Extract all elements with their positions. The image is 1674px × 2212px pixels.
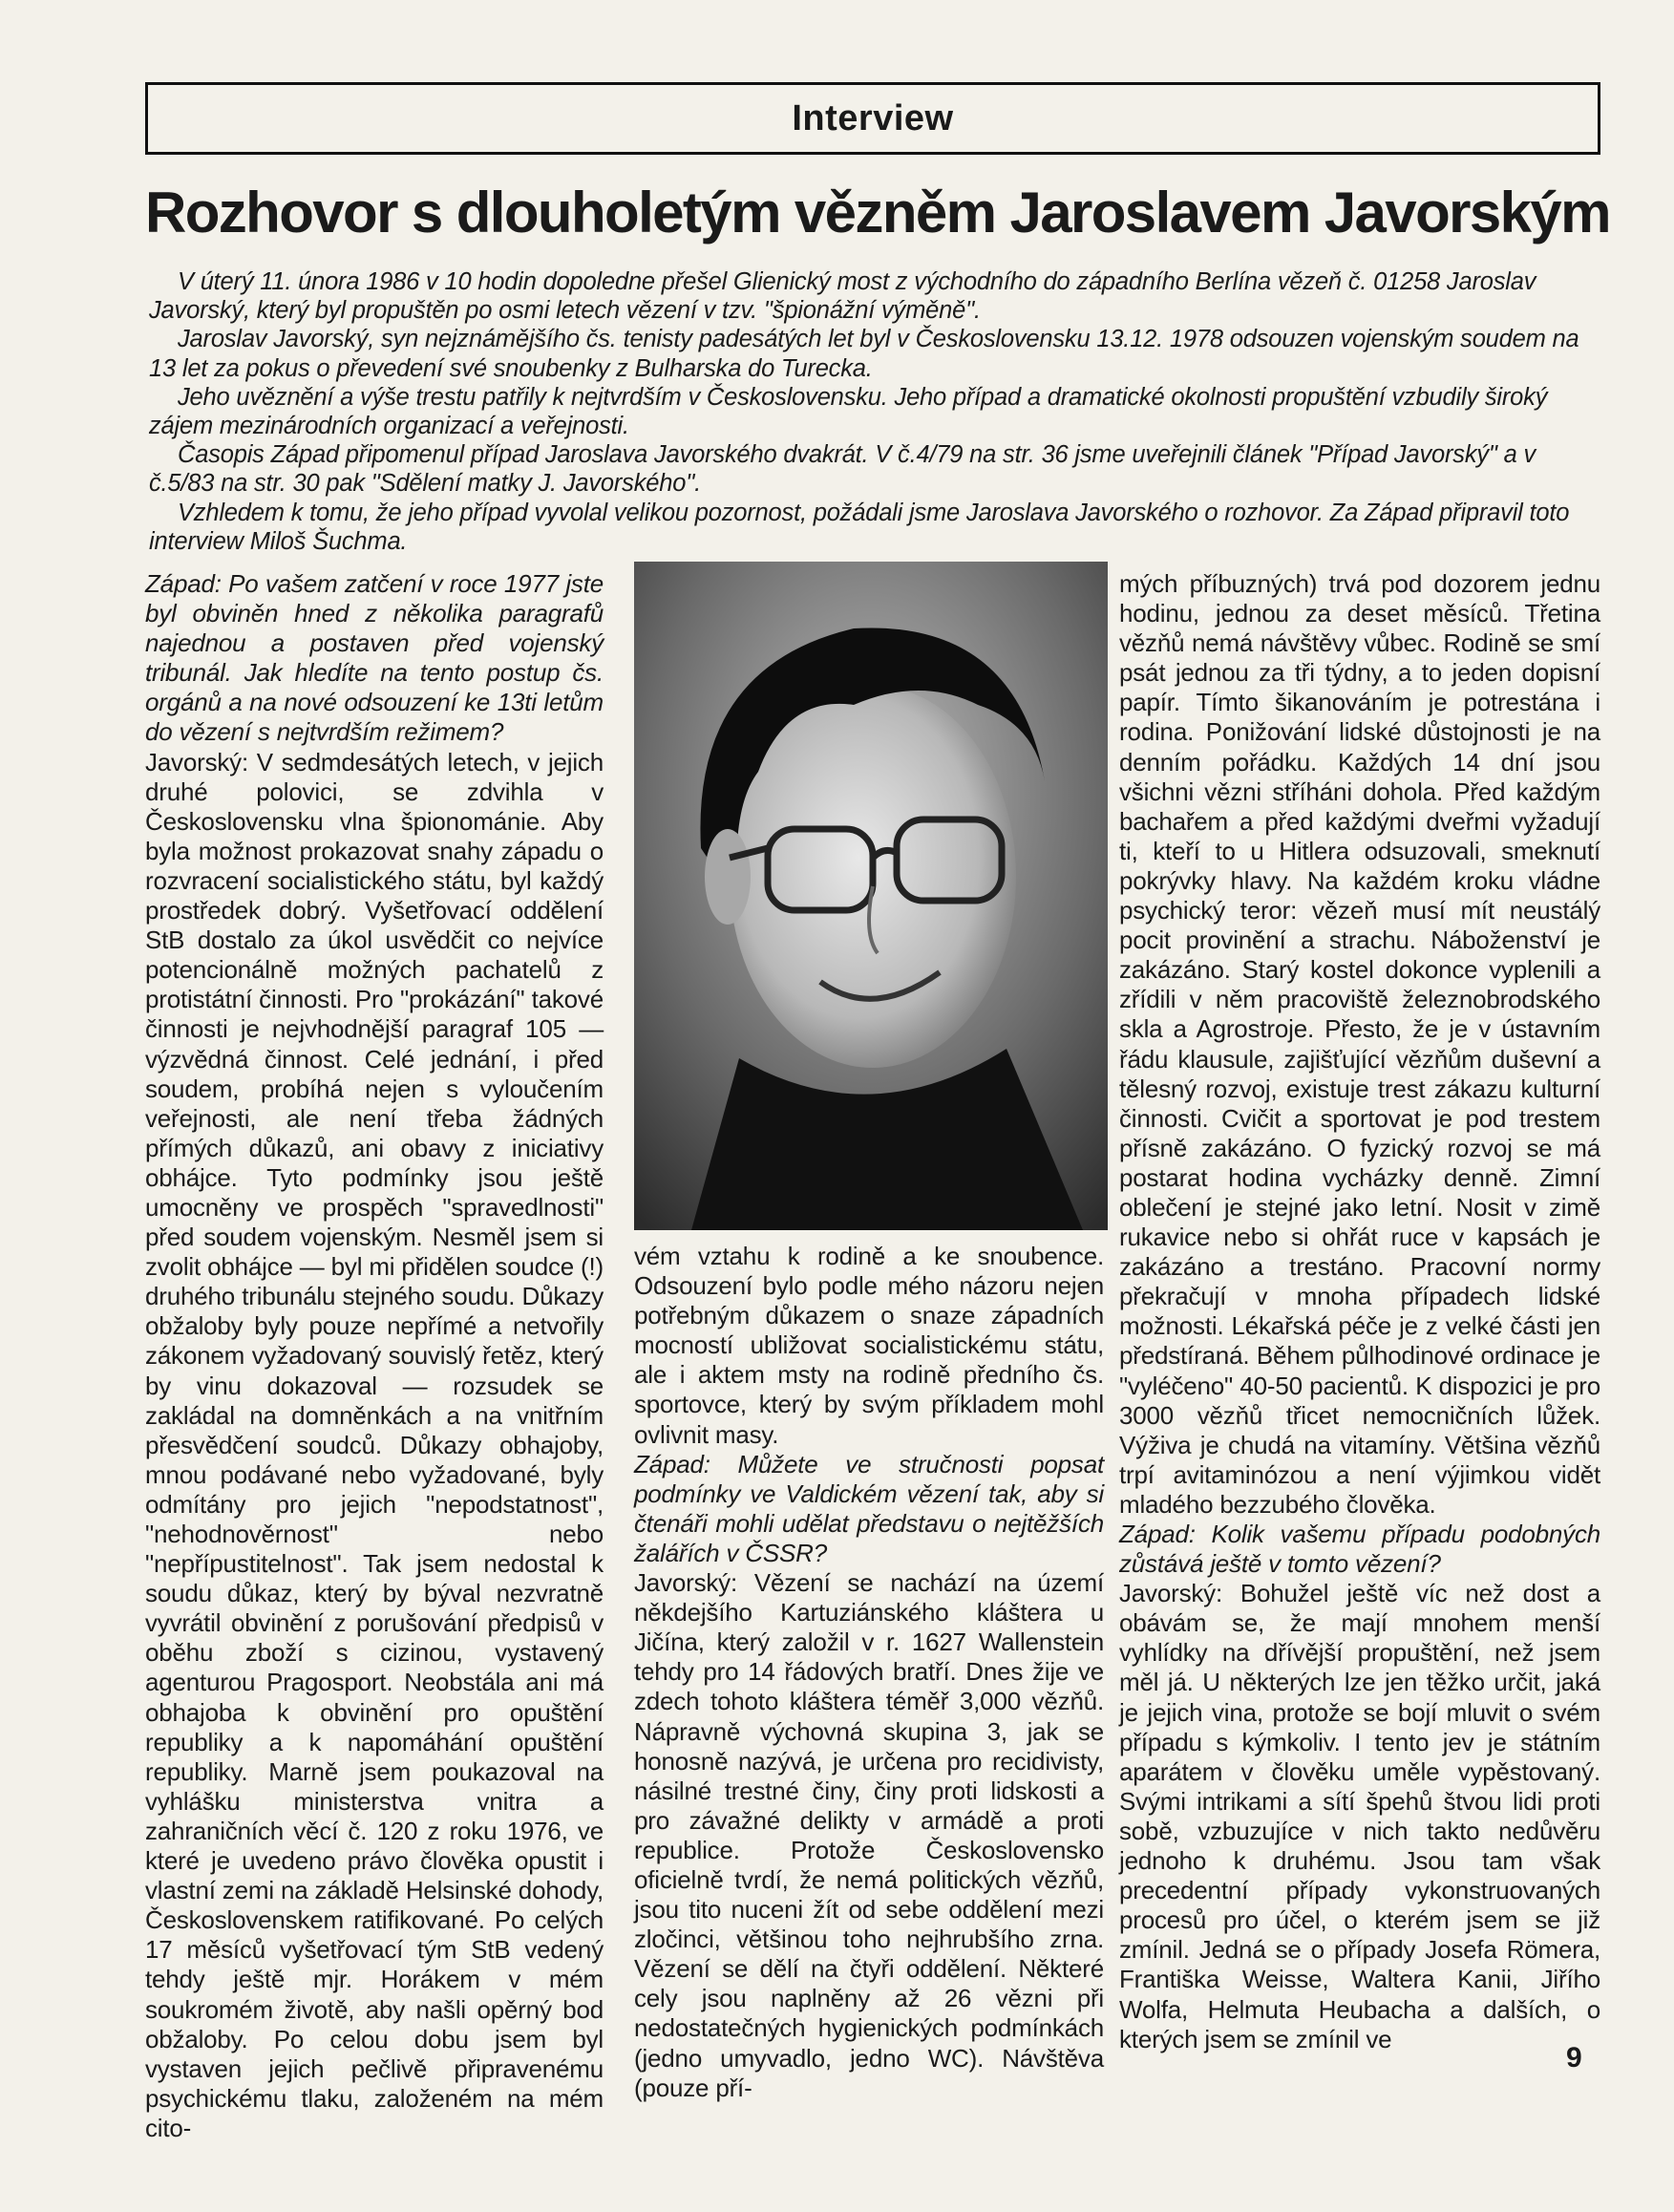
text-column-3 [1119,569,1600,2054]
article-intro [149,267,1600,556]
interviewer-question: Západ: Můžete ve stručnosti popsat podmínky ve Valdickém vězení tak, aby si čtenáři mohli udělat představu o nejtěžších žalářích v ČSSR? [634,1449,1104,1567]
page-number: 9 [1566,2042,1582,2074]
intro-paragraph: Jeho uvěznění a výše trestu patřily k nejtvrdším v Československu. Jeho případ a dramatické okolnosti propuštění vzbudily široký zájem mezinárodních organizací a veřejnosti. [149,383,1548,440]
interviewee-answer: vém vztahu k rodině a ke snoubence. Odsouzení bylo podle mého názoru nejen potřebným důkazem o snaze západních mocností ubližovat socialistickému státu, ale i aktem msty na rodině předního čs. sportovce, který by svým příkladem mohl ovlivnit masy. [634,1242,1104,1449]
interviewer-question: Západ: Po vašem zatčení v roce 1977 jste byl obviněn hned z několika paragrafů najednou a postaven před vojenský tribunál. Jak hledíte na tento postup čs. orgánů a na nové odsouzení ke 13ti letům do vězení s nejtvrdším režimem? [145,569,604,747]
portrait-photo [634,562,1108,1230]
portrait-photo-drawing [634,562,1108,1230]
interviewee-answer: Javorský: Vězení se nachází na území někdejšího Kartuziánského kláštera u Jičína, který založil v r. 1627 Wallenstein tehdy pro 14 řádových bratří. Dnes žije ve zdech tohoto kláštera téměř 3,000 vězňů. Nápravně výchovná skupina 3, jak se honosně nazývá, je určena pro recidivisty, násilné trestné činy, činy proti lidskosti a pro závažné delikty v armádě a proti republice. Protože Československo oficielně tvrdí, že nemá politických vězňů, jsou tito nuceni žít od sebe oddělení mezi zločinci, většinou toho nejhrubšího zrna. Vězení se dělí na čtyři oddělení. Některé cely jsou naplněny až 26 vězni při nedostatečných hygienických podmínkách (jedno umyvadlo, jedno WC). Návštěva (pouze pří- [634,1568,1104,2102]
interviewee-answer: Javorský: Bohužel ještě víc než dost a obávám se, že mají mnohem menší vyhlídky na dřívější propuštění, než jsem měl já. U některých lze jen těžko určit, jaká je jejich vina, protože se bojí mluvit o svém případu s kýmkoliv. I tento jev je státním aparátem v člověku uměle vypěstovaný. Svými intrikami a sítí špehů štvou lidi proti sobě, vzbuzujíce v nich takto nedůvěru jednoho k druhému. Jsou tam však precedentní případy vykonstruovaných procesů pro účel, o kterém jsem se již zmínil. Jedná se o případy Josefa Römera, Františka Weisse, Waltera Kanii, Jiřího Wolfa, Helmuta Heubacha a dalších, o kterých jsem se zmínil ve [1119,1579,1600,2053]
text-column-1 [145,569,604,2143]
section-label: Interview [792,97,954,138]
interviewee-answer: mých příbuzných) trvá pod dozorem jednu hodinu, jednou za deset měsíců. Třetina vězňů nemá návštěvy vůbec. Rodině se smí psát jednou za tři týdny, a to jeden dopisní papír. Tímto šikanováním je potrestána i rodina. Ponižování lidské důstojnosti je na denním pořádku. Každých 14 dní jsou všichni vězni stříháni dohola. Před každým bachařem a před každými dveřmi vyžadují ti, kteří to u Hitlera odsuzovali, smeknutí pokrývky hlavy. Na každém kroku vládne psychický teror: vězeň musí mít neustálý pocit provinění a strachu. Náboženství je zakázáno. Starý kostel dokonce vyplenili a zřídili v něm pracoviště železnobrodského skla a Agrostroje. Přesto, že je v ústavním řádu klausule, zajišťující vězňům duševní a tělesný rozvoj, existuje trest zákazu kulturní činnosti. Cvičit a sportovat je pod trestem přísně zakázáno. O fyzický rozvoj se má postarat hodina vycházky denně. Zimní oblečení je stejné jako letní. Nosit v zimě rukavice nebo si ohřát ruce v kapsách je zakázáno a trestáno. Pracovní normy překračují v mnoha případech lidské možnosti. Lékařská péče je z velké části jen předstíraná. Během půlhodinové ordinace je "vyléčeno" 40-50 pacientů. K dispozici je pro 3000 vězňů třicet nemocničních lůžek. Výživa je chudá na vitamíny. Většina vězňů trpí avitaminózou a není výjimkou vidět mladého bezzubého člověka. [1119,569,1600,1519]
article-headline: Rozhovor s dlouholetým vězněm Jaroslavem Javorským [145,181,1610,245]
intro-paragraph: Vzhledem k tomu, že jeho případ vyvolal velikou pozornost, požádali jsme Jaroslava Javorského o rozhovor. Za Západ připravil toto interview Miloš Šuchma. [149,499,1570,555]
intro-paragraph: Časopis Západ připomenul případ Jaroslava Javorského dvakrát. V č.4/79 na str. 36 jsme uveřejnili článek "Případ Javorský" a v č.5/83 na str. 30 pak "Sdělení matky J. Javorského". [149,441,1536,498]
intro-paragraph: Jaroslav Javorský, syn nejznámějšího čs. tenisty padesátých let byl v Československu 13.12. 1978 odsouzen vojenským soudem na 13 let za pokus o převedení své snoubenky z Bulharska do Turecka. [149,326,1579,382]
section-header-box [145,82,1600,155]
interviewee-answer: Javorský: V sedmdesátých letech, v jejich druhé polovici, se zdvihla v Československu vlna špionománie. Aby byla možnost prokazovat snahy západu o rozvracení socialistického státu, byl každý prostředek dobrý. Vyšetřovací oddělení StB dostalo za úkol usvědčit co nejvíce potencionálně možných pachatelů z protistátní činnosti. Pro "prokázání" takové činnosti je nejvhodnější paragraf 105 — výzvědná činnost. Celé jednání, i před soudem, probíhá nejen s vyloučením veřejnosti, ale není třeba žádných přímých důkazů, ani obavy z iniciativy obhájce. Tyto podmínky jsou ještě umocněny ve prospěch "spravedlnosti" před soudem vojenským. Nesměl jsem si zvolit obhájce — byl mi přidělen soudce (!) druhého tribunálu stejného soudu. Důkazy obžaloby byly pouze nepřímé a netvořily zákonem vyžadovaný souvislý řetěz, který by vinu dokazoval — rozsudek se zakládal na domněnkách a na vnitřním přesvědčení soudců. Důkazy obhajoby, mnou podávané nebo vyžadované, byly odmítány pro jejich "nepodstatnost", "nehodnověrnost" nebo "nepřípustitelnost". Tak jsem nedostal k soudu důkaz, který by býval nezvratně vyvrátil obvinění z porušování předpisů v oběhu zboží s cizinou, vystavený agenturou Pragosport. Neobstála ani má obhajoba k obvinění pro opuštění republiky a k napomáhání opuštění republiky. Marně jsem poukazoval na vyhlášku ministerstva vnitra a zahraničních věcí č. 120 z roku 1976, ve které je uvedeno právo člověka opustit i vlastní zemi na základě Helsinské dohody, Československem ratifikované. Po celých 17 měsíců vyšetřovací tým StB vedený tehdy ještě mjr. Horákem v mém soukromém životě, aby našli opěrný bod obžaloby. Po celou dobu jsem byl vystaven jejich pečlivě připravenému psychickému tlaku, založeném na mém cito- [145,747,604,2142]
intro-paragraph: V úterý 11. února 1986 v 10 hodin dopoledne přešel Glienický most z východního do západního Berlína vězeň č. 01258 Jaroslav Javorský, který byl propuštěn po osmi letech vězení v tzv. "špionážní výměně". [149,268,1536,325]
interviewer-question: Západ: Kolik vašemu případu podobných zůstává ještě v tomto vězení? [1119,1520,1600,1579]
text-column-2 [634,1242,1104,2103]
